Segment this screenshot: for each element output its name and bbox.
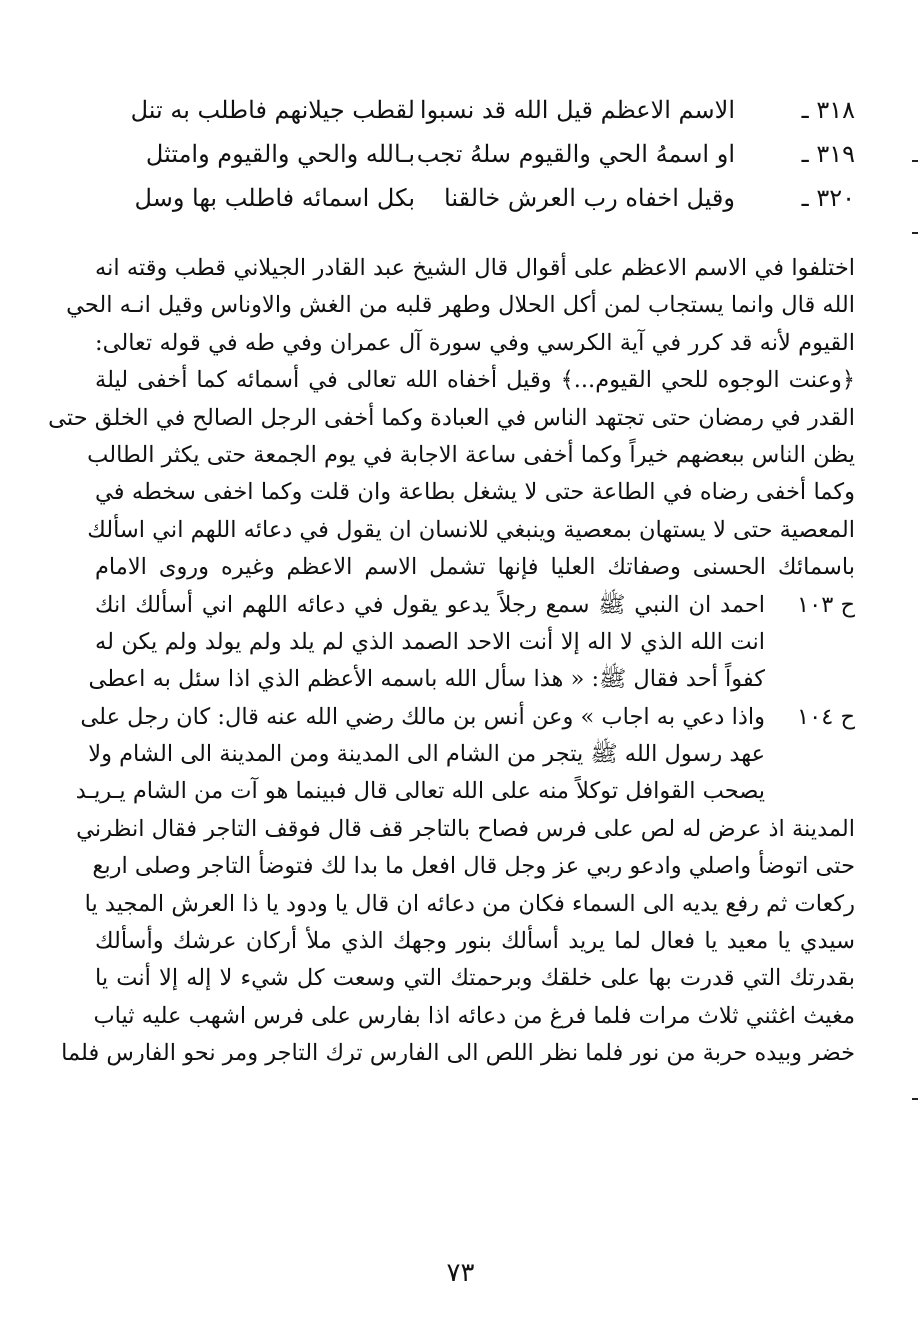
paragraph-line: المعصية حتى لا يستهان بمعصية وينبغي للانسان ان يقول في دعائه اللهم اني اسألك (87, 516, 855, 543)
paragraph-line: ﴿وعنت الوجوه للحي القيوم...﴾ وقيل أخفاه الله تعالى في أسمائه كما أخفى ليلة (95, 367, 855, 394)
paragraph-line: الله قال وانما يستجاب لمن أكل الحلال وطهر قلبه من الغش والاوناس وقيل انـه الحي (66, 292, 855, 319)
paragraph-line: باسمائك الحسنى وصفاتك العليا فإنها تشمل الاسم الاعظم وغيره وروى الامام (95, 554, 855, 581)
paragraph-line: ركعات ثم رفع يديه الى السماء فكان من دعائه ان قال يا ودود يا ذا العرش المجيد يا (84, 890, 855, 917)
paragraph-line: اختلفوا في الاسم الاعظم على أقوال قال الشيخ عبد القادر الجيلاني قطب وقته انه (95, 255, 855, 281)
margin-mark (912, 160, 918, 162)
verse-first-hemistich: الاسم الاعظم قيل الله قد نسبوا (419, 96, 735, 124)
paragraph-line: القيوم لأنه قد كرر في آية الكرسي وفي سورة آل عمران وفي طه في قوله تعالى: (95, 329, 855, 356)
verse-number: ٣١٨ ـ (801, 96, 855, 124)
paragraph-line: بقدرتك التي قدرت بها على خلقك وبرحمتك التي وسعت كل شيء لا إله إلا أنت يا (95, 965, 855, 992)
verse-number: ٣٢٠ ـ (801, 184, 855, 212)
hadith-line: يصحب القوافل توكلاً منه على الله تعالى قال فبينما هو آت من الشام يـريـد (75, 778, 765, 805)
poem-verses (95, 88, 855, 220)
verse-first-hemistich: او اسمهُ الحي والقيوم سلهُ تجب (416, 140, 735, 168)
hadith-line: احمد ان النبي ﷺ سمع رجلاً يدعو يقول في دعائه اللهم اني أسألك انك (95, 591, 765, 618)
hadith-number: ح ١٠٤ (797, 703, 855, 730)
paragraph-line: خضر وبيده حربة من نور فلما نظر اللص الى الفارس ترك التاجر ومر نحو الفارس فلما (61, 1040, 855, 1067)
hadith-103 (88, 587, 855, 699)
verse-row (95, 132, 855, 176)
verse-second-hemistich: بـالله والحي والقيوم وامتثل (145, 140, 415, 168)
verse-second-hemistich: بكل اسمائه فاطلب بها وسل (134, 184, 415, 212)
paragraph-line: سيدي يا معيد يا فعال لما يريد أسألك بنور وجهك الذي ملأ أركان عرشك وأسألك (95, 928, 855, 955)
body-text (48, 250, 855, 1073)
hadith-number: ح ١٠٣ (797, 591, 855, 618)
hadith-line: واذا دعي به اجاب » وعن أنس بن مالك رضي الله عنه قال: كان رجل على (80, 703, 765, 730)
verse-row (95, 88, 855, 132)
verse-number: ٣١٩ ـ (801, 140, 855, 168)
margin-mark (912, 232, 918, 234)
paragraph-line: مغيث اغثني ثلاث مرات فلما فرغ من دعائه اذا بفارس على فرس اشهب عليه ثياب (93, 1002, 855, 1029)
verse-first-hemistich: وقيل اخفاه رب العرش خالقنا (444, 184, 735, 212)
hadith-line: انت الله الذي لا اله إلا أنت الاحد الصمد الذي لم يلد ولم يولد ولم يكن له (95, 628, 765, 655)
margin-mark (912, 1098, 918, 1100)
hadith-line: كفواً أحد فقال ﷺ: « هذا سأل الله باسمه الأعظم الذي اذا سئل به اعطى (88, 666, 765, 693)
hadith-104 (75, 699, 855, 811)
paragraph-line: وكما أخفى رضاه في الطاعة حتى لا يشغل بطاعة وان قلت وكما اخفى سخطه في (95, 479, 855, 506)
paragraph-line: حتى اتوضأ واصلي وادعو ربي عز وجل قال افعل ما بدا لك فتوضأ التاجر وصلى اربع (92, 853, 855, 880)
page-number: ٧٣ (446, 1258, 475, 1288)
verse-second-hemistich: لقطب جيلانهم فاطلب به تنل (130, 96, 415, 124)
verse-row (95, 176, 855, 220)
paragraph-line: القدر في رمضان حتى تجتهد الناس في العبادة وكما أخفى الرجل الصالح في الخلق حتى (48, 404, 855, 431)
paragraph-line: المدينة اذ عرض له لص على فرس فصاح بالتاجر قف قال فوقف التاجر فقال انظرني (76, 815, 855, 842)
paragraph-line: يظن الناس ببعضهم خيراً وكما أخفى ساعة الاجابة في يوم الجمعة حتى يكثر الطالب (87, 441, 855, 468)
hadith-line: عهد رسول الله ﷺ يتجر من الشام الى المدينة ومن المدينة الى الشام ولا (88, 741, 765, 768)
